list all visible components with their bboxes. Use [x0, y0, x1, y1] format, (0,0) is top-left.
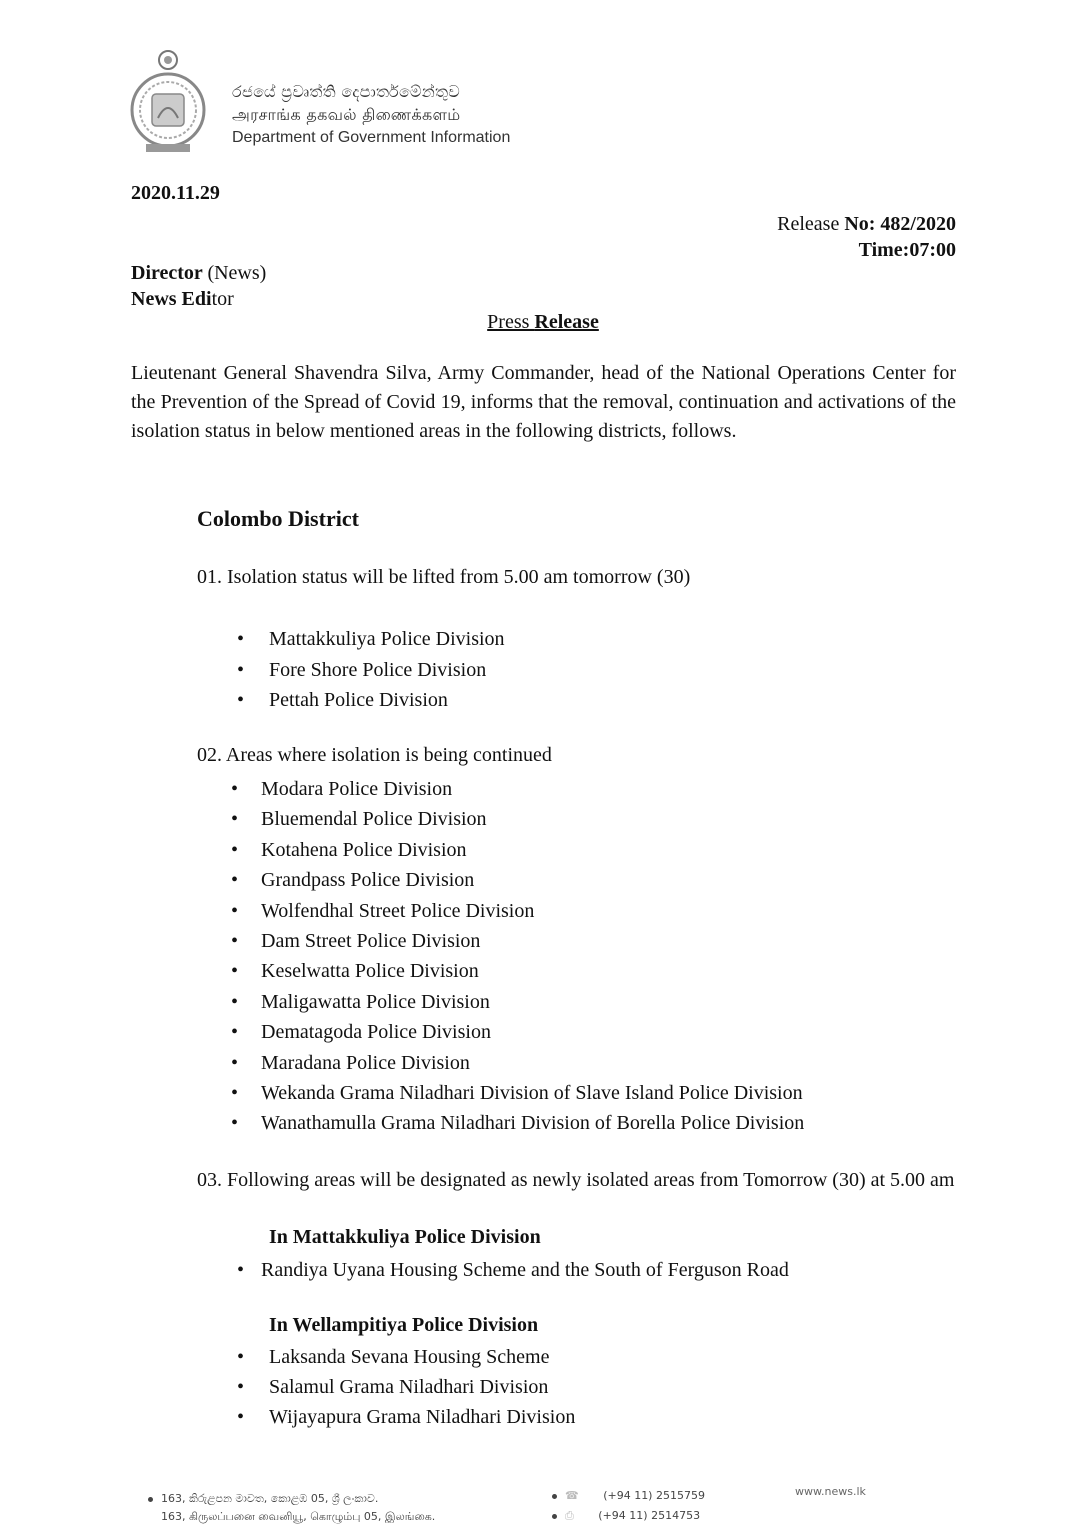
release-time: Time:07:00: [858, 239, 956, 261]
addressee-news: (News): [207, 262, 267, 284]
release-number: No: 482/2020: [844, 213, 956, 235]
section1-list: [269, 624, 505, 716]
addressee: [131, 260, 266, 312]
section1-heading: 01. Isolation status will be lifted from 5.00 am tomorrow (30): [197, 566, 691, 588]
footer-website: www.news.lk: [795, 1485, 866, 1498]
list-item: • Wekanda Grama Niladhari Division of Slave Island Police Division: [261, 1078, 804, 1108]
letterhead-tamil: அரசாங்க தகவல் திணைக்களம்: [232, 105, 461, 124]
list-item: • Wijayapura Grama Niladhari Division: [269, 1402, 575, 1432]
addressee-editor: News Edi: [131, 288, 212, 310]
list-item: • Wanathamulla Grama Niladhari Division of Borella Police Division: [261, 1108, 804, 1138]
fax-icon: ⎙: [565, 1509, 574, 1522]
letterhead-text: [232, 80, 510, 149]
footer-contact: [552, 1486, 705, 1526]
list-item: • Mattakkuliya Police Division: [269, 624, 505, 655]
list-item: • Fore Shore Police Division: [269, 655, 505, 686]
title-release: Release: [534, 311, 599, 333]
intro-paragraph: Lieutenant General Shavendra Silva, Army Commander, head of the National Operations Center for the Prevention of the Spread of Covid 19, informs that the removal, continuation and activations of the isolation status in below mentioned areas in the following districts, follows.: [131, 362, 956, 442]
section3-group-title: In Wellampitiya Police Division: [269, 1314, 539, 1336]
bullet-dot: [552, 1494, 557, 1499]
district-heading: Colombo District: [197, 506, 359, 531]
section3-group2-list: [269, 1342, 575, 1432]
footer-address-tamil: 163, கிருலப்பனை வைனியூ, கொழும்பு 05, இலங்கை.: [161, 1510, 436, 1523]
list-item: • Wolfendhal Street Police Division: [261, 896, 804, 926]
footer-tel: (+94 11) 2515759: [603, 1489, 705, 1502]
list-item: • Randiya Uyana Housing Scheme and the South of Ferguson Road: [261, 1255, 789, 1285]
list-item: • Salamul Grama Niladhari Division: [269, 1372, 575, 1402]
list-item: • Maradana Police Division: [261, 1048, 804, 1078]
bullet-dot: [552, 1514, 557, 1519]
section3-group1-list: [261, 1255, 789, 1285]
list-item: • Bluemendal Police Division: [261, 804, 804, 834]
section3-heading: 03. Following areas will be designated as newly isolated areas from Tomorrow (30) at 5.00 am: [197, 1169, 955, 1191]
footer-address: [148, 1490, 435, 1526]
release-info: [777, 211, 956, 263]
list-item: • Dematagoda Police Division: [261, 1017, 804, 1047]
phone-icon: ☎: [565, 1489, 579, 1502]
title-press: Press: [487, 311, 535, 333]
letterhead-english: Department of Government Information: [232, 129, 511, 146]
list-item: • Dam Street Police Division: [261, 926, 804, 956]
section2-heading: 02. Areas where isolation is being continued: [197, 744, 552, 766]
letterhead-sinhala: රජයේ ප්‍රවෘත්ති දෙපාර්තමේන්තුව: [232, 82, 461, 101]
list-item: • Keselwatta Police Division: [261, 956, 804, 986]
list-item: • Pettah Police Division: [269, 685, 505, 716]
footer-fax: (+94 11) 2514753: [598, 1509, 701, 1522]
list-item: • Grandpass Police Division: [261, 865, 804, 895]
list-item: • Laksanda Sevana Housing Scheme: [269, 1342, 575, 1372]
section3-group-title: In Mattakkuliya Police Division: [269, 1226, 541, 1248]
release-label: Release: [777, 213, 845, 235]
section2-list: [261, 774, 804, 1139]
addressee-editor-tail: tor: [211, 288, 234, 310]
footer-address-sinhala: 163, කිරුළපන මාවත, කොළඹ 05, ශ්‍රී ලංකාව.: [161, 1492, 379, 1505]
bullet-dot: [148, 1497, 153, 1502]
addressee-director: Director: [131, 262, 208, 284]
release-date: 2020.11.29: [131, 182, 220, 204]
list-item: • Kotahena Police Division: [261, 835, 804, 865]
document-title: [0, 311, 1080, 334]
list-item: • Maligawatta Police Division: [261, 987, 804, 1017]
government-emblem-logo: [128, 48, 212, 154]
list-item: • Modara Police Division: [261, 774, 804, 804]
